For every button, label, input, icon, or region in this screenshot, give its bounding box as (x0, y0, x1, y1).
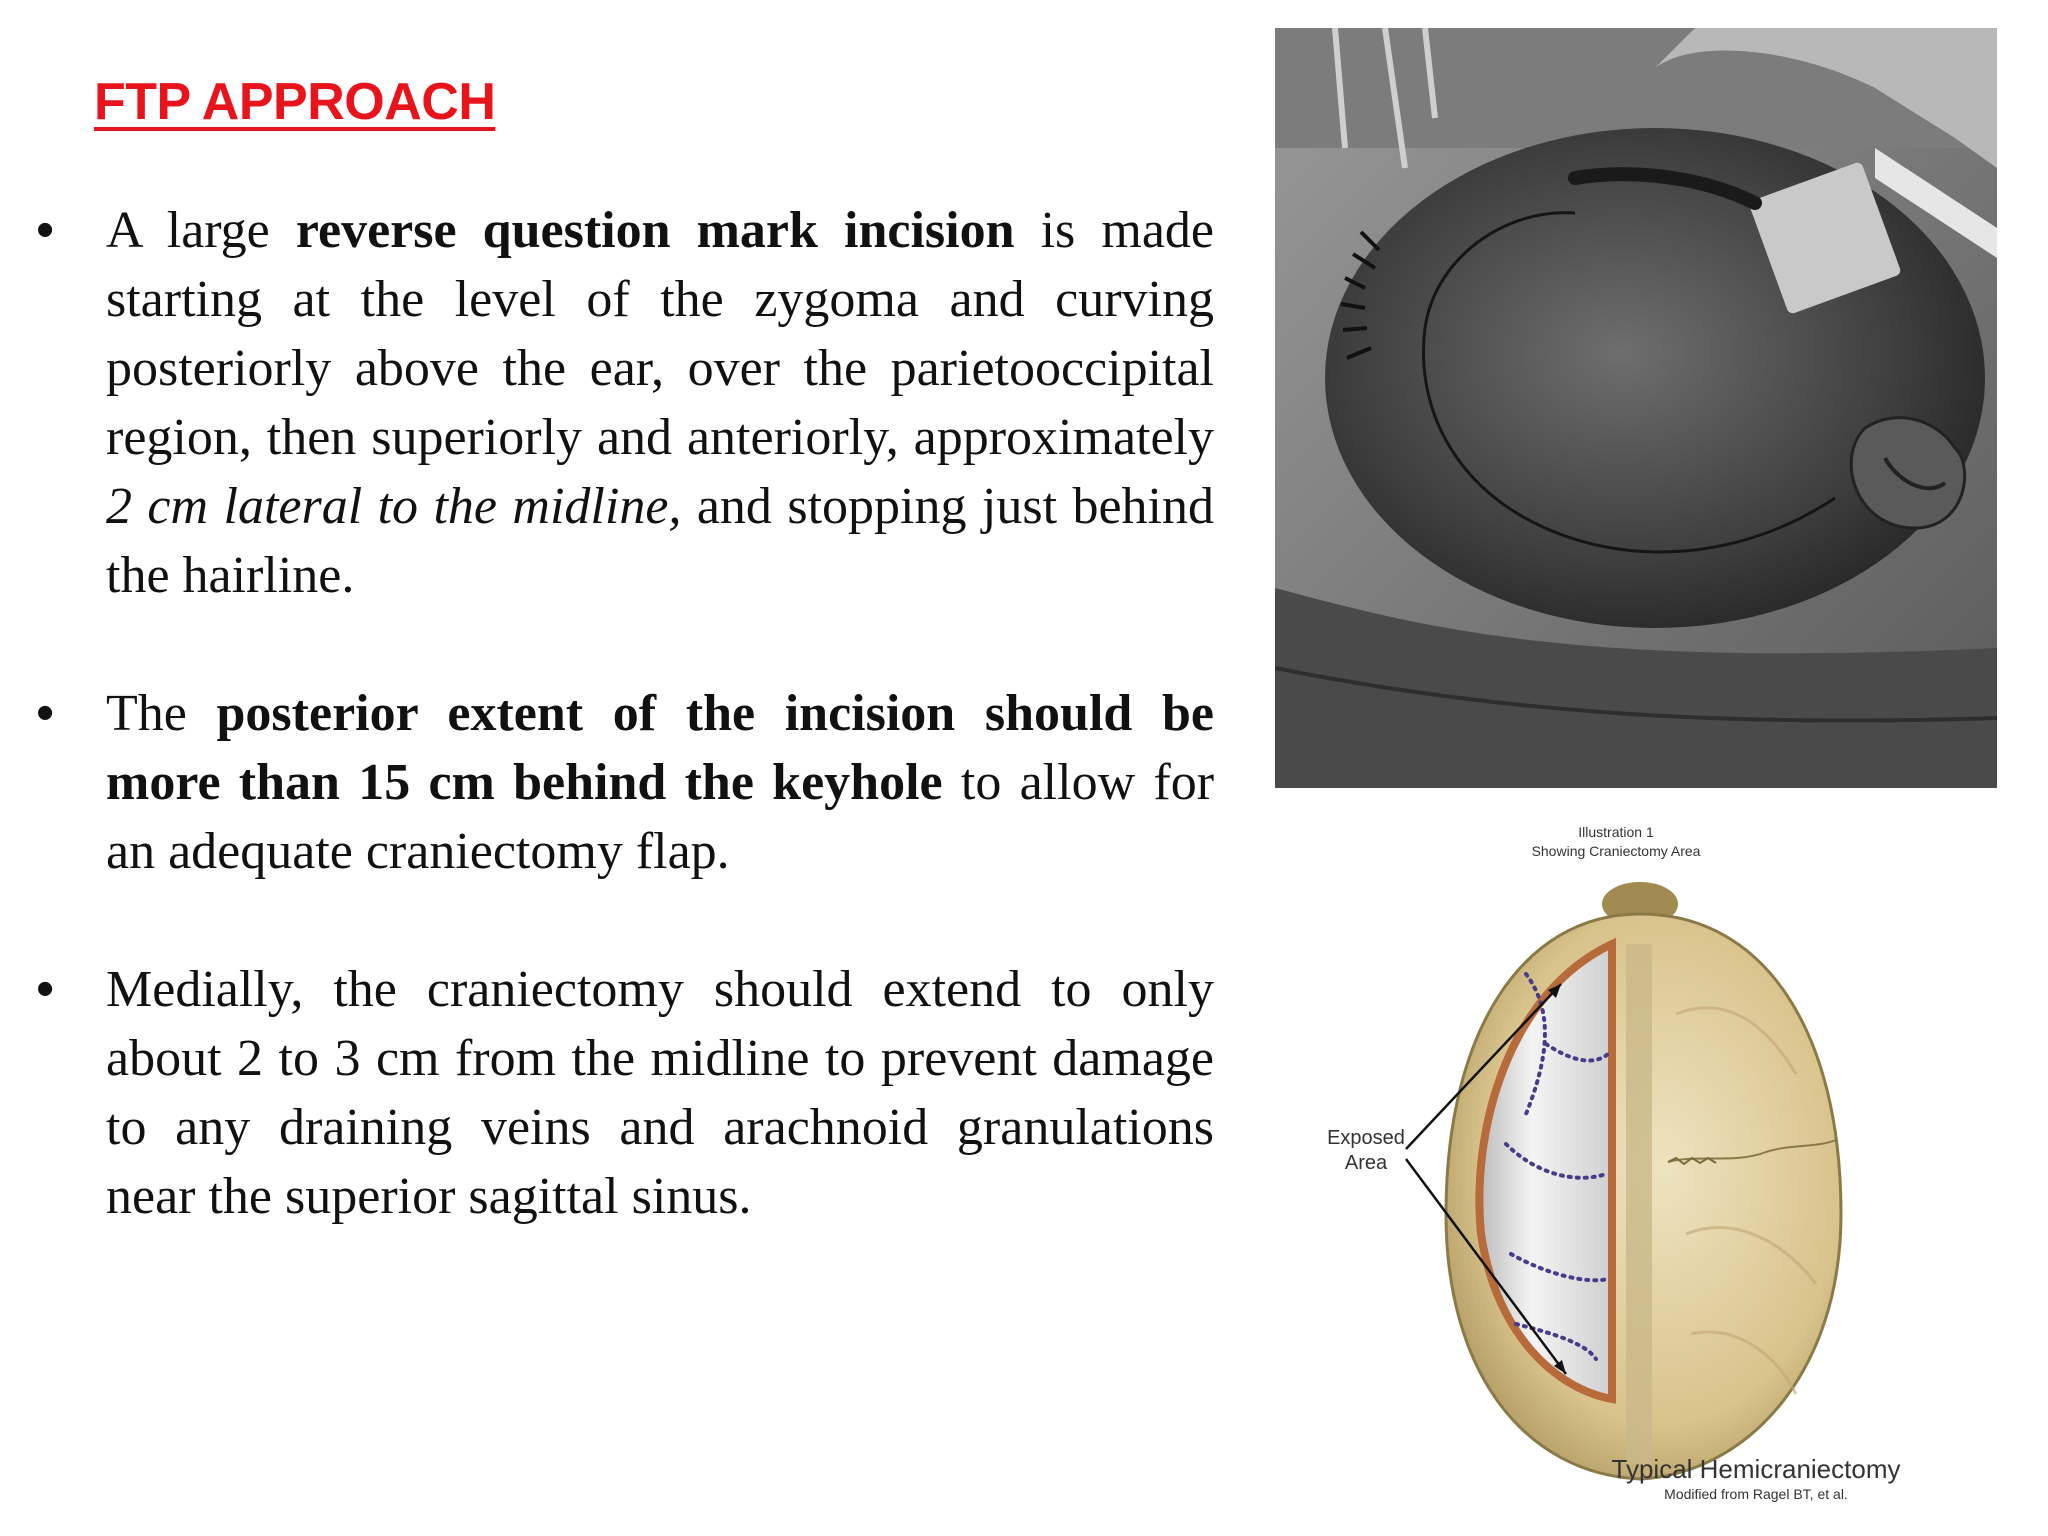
craniectomy-illustration (1296, 814, 1901, 1514)
illustration-credit: Modified from Ragel BT, et al. (1664, 1486, 1848, 1502)
illustration-header-line2: Showing Craniectomy Area (1531, 843, 1701, 859)
bullet-item (36, 679, 1214, 886)
bullet-text: A large reverse question mark incision is made starting at the level of the zygoma and curving posteriorly above the ear, over the parietooccipital region, then superiorly and anteriorly, approximately 2 cm lateral to the midline, and stopping just behind the hairline. (106, 202, 1214, 604)
illustration-header-line1: Illustration 1 (1578, 824, 1654, 840)
bullet-text: Medially, the craniectomy should extend to only about 2 to 3 cm from the midline to prevent damage to any draining veins and arachnoid granulations near the superior sagittal sinus. (106, 961, 1214, 1225)
bullet-text: The posterior extent of the incision should be more than 15 cm behind the keyhole to allow for an adequate craniectomy flap. (106, 685, 1215, 880)
exposed-area-label-line1: Exposed (1327, 1127, 1405, 1149)
patient-head-illustration (1275, 28, 1997, 788)
patient-head-photo (1275, 28, 1997, 788)
bullet-item (36, 196, 1214, 610)
bullet-dot-icon: • (36, 201, 55, 259)
slide-title: FTP APPROACH (94, 73, 496, 131)
exposed-area-label-line2: Area (1344, 1152, 1388, 1174)
bullet-list (36, 196, 1214, 1300)
illustration-caption: Typical Hemicraniectomy (1611, 1454, 1901, 1484)
bullet-dot-icon: • (36, 684, 55, 742)
bullet-item (36, 955, 1214, 1231)
bullet-dot-icon: • (36, 960, 55, 1018)
